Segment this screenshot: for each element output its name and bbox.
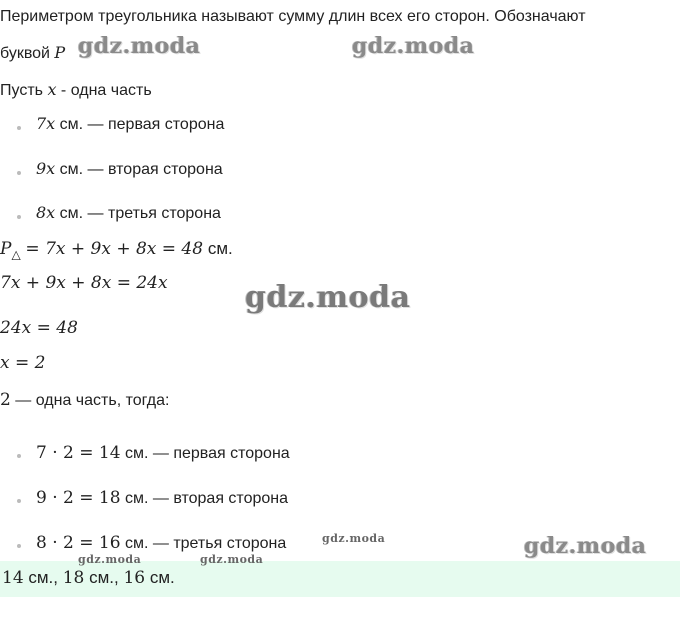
- equation-sum: 7x + 9x + 8x = 24x: [0, 273, 168, 293]
- watermark-logo: gdz.moda: [78, 33, 201, 59]
- result-text: см. — вторая сторона: [124, 490, 288, 507]
- watermark-logo: gdz.moda: [200, 553, 264, 566]
- list-item: [36, 158, 223, 181]
- answer-box: [0, 561, 680, 597]
- perimeter-equation: [0, 238, 233, 265]
- side-expr: 9x: [36, 159, 56, 178]
- equation-x: x = 2: [0, 353, 46, 373]
- let-variable: x: [47, 80, 57, 99]
- side-text: см. — первая сторона: [59, 116, 225, 133]
- one-part-number: 2: [0, 390, 11, 410]
- side-expr: 7x: [36, 114, 56, 133]
- list-item: [36, 113, 224, 136]
- answer-unit: см.: [145, 568, 175, 587]
- bullet-dot: [17, 126, 21, 130]
- watermark-logo: gdz.moda: [78, 553, 142, 566]
- watermark-logo: gdz.moda: [352, 33, 475, 59]
- watermark-logo: gdz.moda: [524, 533, 647, 559]
- bullet-dot: [17, 544, 21, 548]
- result-text: см. — третья сторона: [124, 535, 287, 552]
- perimeter-variable: P: [54, 43, 66, 62]
- list-item: [36, 487, 288, 510]
- intro-line-2-prefix: буквой: [0, 45, 50, 62]
- one-part-statement: [0, 389, 169, 412]
- result-expr: 7 · 2 = 14: [36, 443, 121, 463]
- list-item: [36, 442, 290, 465]
- watermark-logo: gdz.moda: [322, 532, 386, 545]
- result-expr: 9 · 2 = 18: [36, 488, 121, 508]
- perimeter-unit: см.: [207, 239, 233, 258]
- list-item: [36, 202, 221, 225]
- bullet-dot: [17, 171, 21, 175]
- result-expr: 8 · 2 = 16: [36, 533, 121, 553]
- let-prefix: Пусть: [0, 82, 43, 99]
- bullet-dot: [17, 499, 21, 503]
- answer-number: 16: [123, 568, 146, 588]
- answer-number: 14: [2, 568, 24, 588]
- perimeter-symbol: P: [0, 239, 12, 259]
- answer-number: 18: [62, 568, 85, 588]
- side-text: см. — вторая сторона: [59, 161, 223, 178]
- side-text: см. — третья сторона: [59, 205, 221, 222]
- result-text: см. — первая сторона: [124, 445, 290, 462]
- bullet-dot: [17, 454, 21, 458]
- intro-line-1: Периметром треугольника называют сумму длин всех его сторон. Обозначают: [0, 8, 586, 25]
- perimeter-subscript: △: [11, 247, 21, 262]
- side-expr: 8x: [36, 203, 56, 222]
- let-statement: [0, 79, 152, 102]
- answer-text: [2, 568, 175, 588]
- answer-unit: см.,: [23, 568, 63, 587]
- answer-unit: см.,: [84, 568, 124, 587]
- one-part-text: — одна часть, тогда:: [15, 392, 170, 409]
- equation-24x: 24x = 48: [0, 318, 78, 338]
- intro-line-2: [0, 42, 65, 65]
- perimeter-expression: = 7x + 9x + 8x = 48: [25, 239, 204, 259]
- watermark-logo: gdz.moda: [245, 280, 411, 315]
- list-item: [36, 532, 286, 555]
- let-suffix: - одна часть: [60, 82, 152, 99]
- bullet-dot: [17, 215, 21, 219]
